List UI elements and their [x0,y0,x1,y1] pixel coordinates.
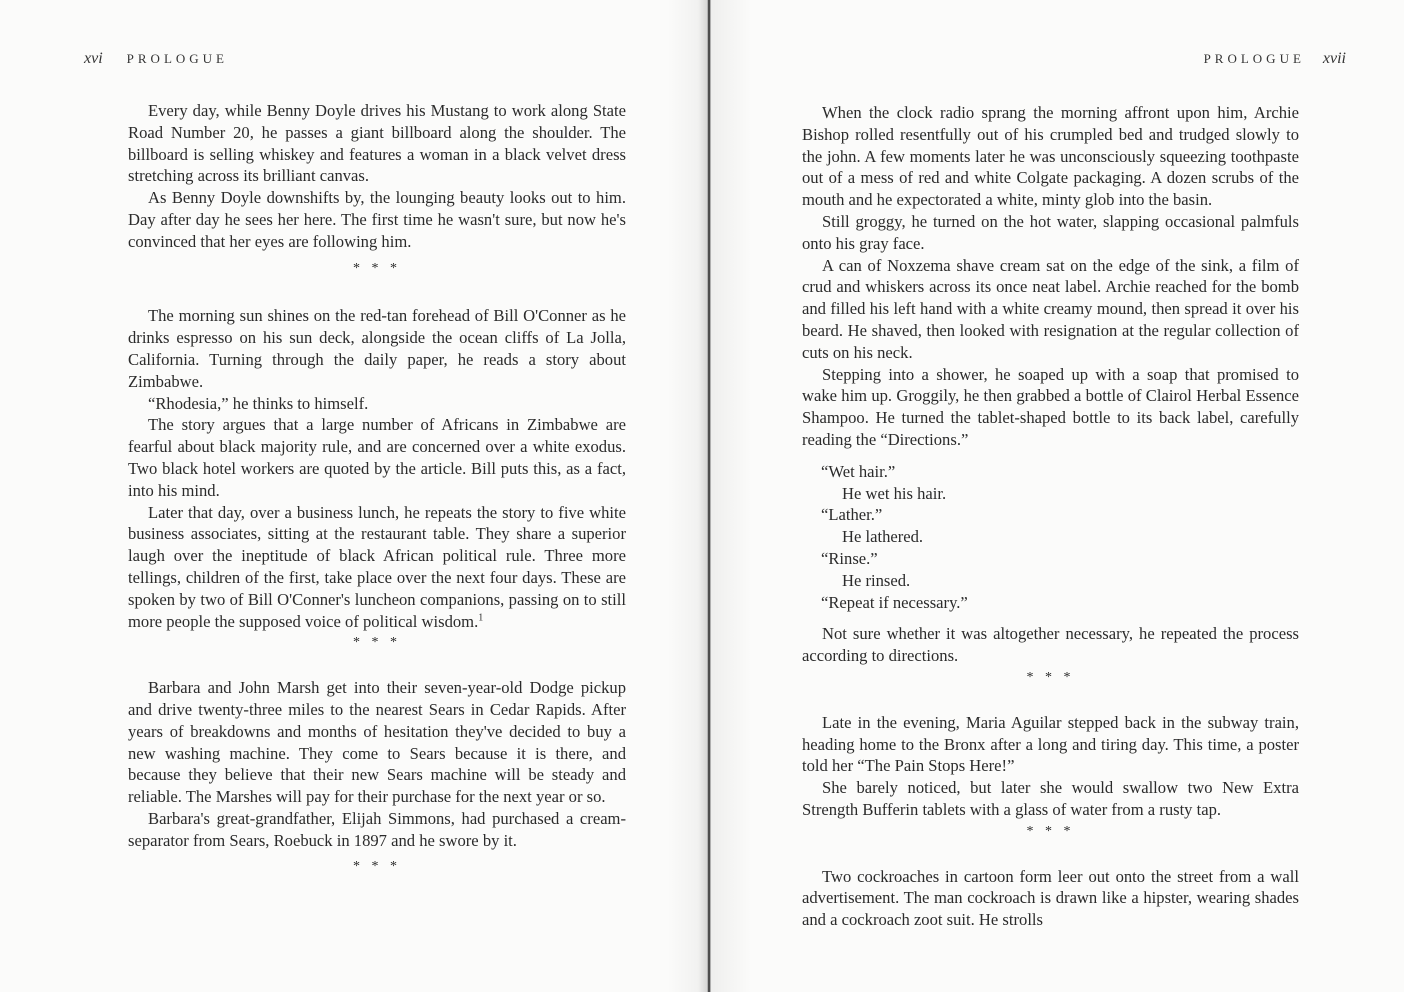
paragraph: As Benny Doyle downshifts by, the lounging beauty looks out to him. Day after day he sees her here. The first time he wasn't sure, but now he's convinced that her eyes are following him. [128,188,626,251]
dialogue-line: He wet his hair. [842,483,947,503]
right-body-text [802,102,1299,931]
paragraph: The story argues that a large number of Africans in Zimbabwe are fearful about black majority rule, and are concerned over a white exodus. Two black hotel workers are quoted by the article. Bill puts this, as a fact, into his mind. [128,415,626,500]
paragraph: “Rhodesia,” he thinks to himself. [148,393,369,413]
dialogue-line: “Lather.” [821,505,883,525]
footnote-marker[interactable]: 1 [478,612,484,623]
section-break: * * * [353,260,401,276]
dialogue-line: “Wet hair.” [821,461,896,481]
right-running-head-label: PROLOGUE [1203,51,1305,66]
dialogue-line: “Rinse.” [821,548,878,568]
paragraph: Barbara's great-grandfather, Elijah Simmons, had purchased a cream-separator from Sears, Roebuck in 1897 and he swore by it. [128,808,626,850]
section-break: * * * [1026,669,1075,685]
paragraph: She barely noticed, but later she would swallow two New Extra Strength Bufferin tablets with a glass of water from a rusty tap. [802,778,1299,819]
right-folio: xvii [1322,50,1346,67]
paragraph: The morning sun shines on the red-tan forehead of Bill O'Conner as he drinks espresso on his sun deck, alongside the ocean cliffs of La Jolla, California. Turning through the daily paper, he reads a story about Zimbabwe. [128,306,626,391]
dialogue-line: He lathered. [842,527,924,547]
section-break: * * * [353,635,401,651]
left-running-head-label: PROLOGUE [126,51,228,66]
paragraph: Barbara and John Marsh get into their seven-year-old Dodge pickup and drive twenty-three miles to the nearest Sears in Cedar Rapids. After years of breakdowns and months of hesitation they've decided to buy a new washing machine. They come to Sears because it is there, and because they believe that their new Sears machine will be steady and reliable. The Marshes will pay for their purchase for the next year or so. [128,678,626,807]
right-running-head [1204,50,1346,68]
left-body-text [128,100,626,877]
paragraph: Still groggy, he turned on the hot water, slapping occasional palmfuls onto his gray face. [802,211,1299,253]
left-folio: xvi [84,50,103,67]
paragraph: Not sure whether it was altogether necessary, he repeated the process according to directions. [802,624,1299,666]
paragraph: Two cockroaches in cartoon form leer out onto the street from a wall advertisement. The man cockroach is drawn like a hipster, wearing shades and a cockroach zoot suit. He strolls [802,866,1299,930]
dialogue-line: He rinsed. [842,570,911,590]
paragraph: Every day, while Benny Doyle drives his Mustang to work along State Road Number 20, he passes a giant billboard along the shoulder. The billboard is selling whiskey and features a woman in a black velvet dress stretching across its brilliant canvas. [128,101,626,186]
section-break: * * * [353,858,401,874]
section-break: * * * [1026,823,1075,839]
right-page [711,0,1404,992]
left-running-head [84,50,228,68]
paragraph: When the clock radio sprang the morning affront upon him, Archie Bishop rolled resentfully out of his crumpled bed and trudged slowly to the john. A few moments later he was unconsciously squeezing toothpaste out of a mess of red and white Colgate packaging. A dozen scrubs of the mouth and he expectorated a white, minty glob into the basin. [802,103,1299,210]
paragraph: A can of Noxzema shave cream sat on the edge of the sink, a film of crud and whiskers across its once neat label. Archie reached for the bomb and filled his left hand with a white creamy mound, then spread it over his beard. He shaved, then looked with resignation at the regular collection of cuts on his neck. [802,255,1299,362]
paragraph: Stepping into a shower, he soaped up with a soap that promised to wake him up. Groggily, he then grabbed a bottle of Clairol Herbal Essence Shampoo. He turned the tablet-shaped bottle to its back label, carefully reading the “Directions.” [802,364,1299,449]
paragraph-with-footnote [128,502,626,633]
paragraph-text: Later that day, over a business lunch, he repeats the story to five white business associates, sitting at the restaurant table. They share a superior laugh over the ineptitude of black African political rule. Three more tellings, children of the first, take place over the next four days. These are spoken by two of Bill O'Conner's luncheon companions, passing on to still more people the supposed voice of political wisdom. [128,502,626,631]
dialogue-line: “Repeat if necessary.” [821,592,968,612]
paragraph: Late in the evening, Maria Aguilar stepped back in the subway train, heading home to the Bronx after a long and tiring day. This time, a poster told her “The Pain Stops Here!” [802,712,1299,776]
